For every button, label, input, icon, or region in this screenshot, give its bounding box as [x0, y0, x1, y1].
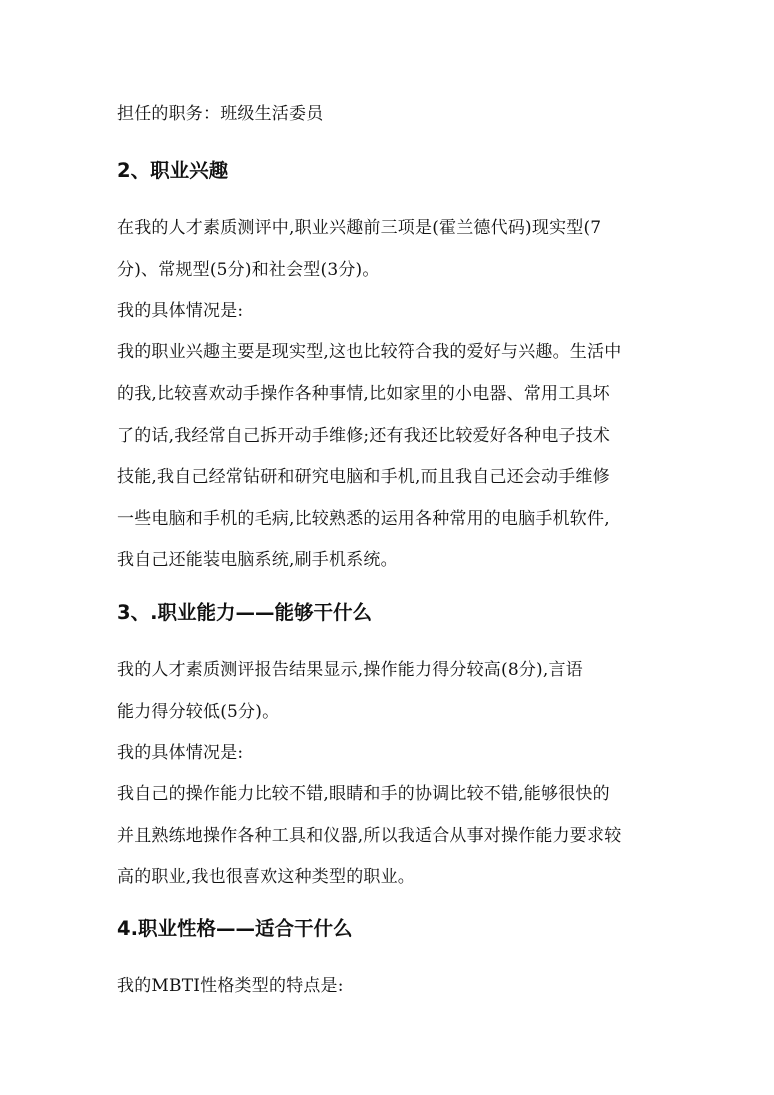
- paragraph-line: 一些电脑和手机的毛病,比较熟悉的运用各种常用的电脑手机软件,: [117, 509, 610, 529]
- paragraph-line: 我的职业兴趣主要是现实型,这也比较符合我的爱好与兴趣。生活中: [117, 342, 622, 362]
- paragraph-line: 的我,比较喜欢动手操作各种事情,比如家里的小电器、常用工具坏: [117, 384, 610, 404]
- situation-label: 我的具体情况是:: [117, 301, 244, 321]
- paragraph-line: 了的话,我经常自己拆开动手维修;还有我还比较爱好各种电子技术: [117, 426, 611, 446]
- paragraph-line: 在我的人才素质测评中,职业兴趣前三项是(霍兰德代码)现实型(7: [117, 218, 602, 238]
- paragraph-line: 高的职业,我也很喜欢这种类型的职业。: [117, 867, 416, 887]
- paragraph-line: 并且熟练地操作各种工具和仪器,所以我适合从事对操作能力要求较: [117, 826, 622, 846]
- section-heading-interest: 2、职业兴趣: [117, 159, 229, 182]
- paragraph-line: 我自己的操作能力比较不错,眼睛和手的协调比较不错,能够很快的: [117, 784, 610, 804]
- section-heading-ability: 3、.职业能力——能够干什么: [117, 601, 372, 624]
- paragraph-line: 我的人才素质测评报告结果显示,操作能力得分较高(8分),言语: [117, 660, 583, 680]
- paragraph-line: 能力得分较低(5分)。: [117, 702, 280, 722]
- role-line: 担任的职务：班级生活委员: [117, 104, 324, 124]
- paragraph-line: 技能,我自己经常钻研和研究电脑和手机,而且我自己还会动手维修: [117, 467, 610, 487]
- situation-label: 我的具体情况是:: [117, 743, 244, 763]
- paragraph-line: 我自己还能装电脑系统,刷手机系统。: [117, 550, 398, 570]
- section-heading-personality: 4.职业性格——适合干什么: [117, 917, 353, 940]
- paragraph-line: 我的MBTI性格类型的特点是:: [117, 976, 344, 996]
- paragraph-line: 分)、常规型(5分)和社会型(3分)。: [117, 260, 380, 280]
